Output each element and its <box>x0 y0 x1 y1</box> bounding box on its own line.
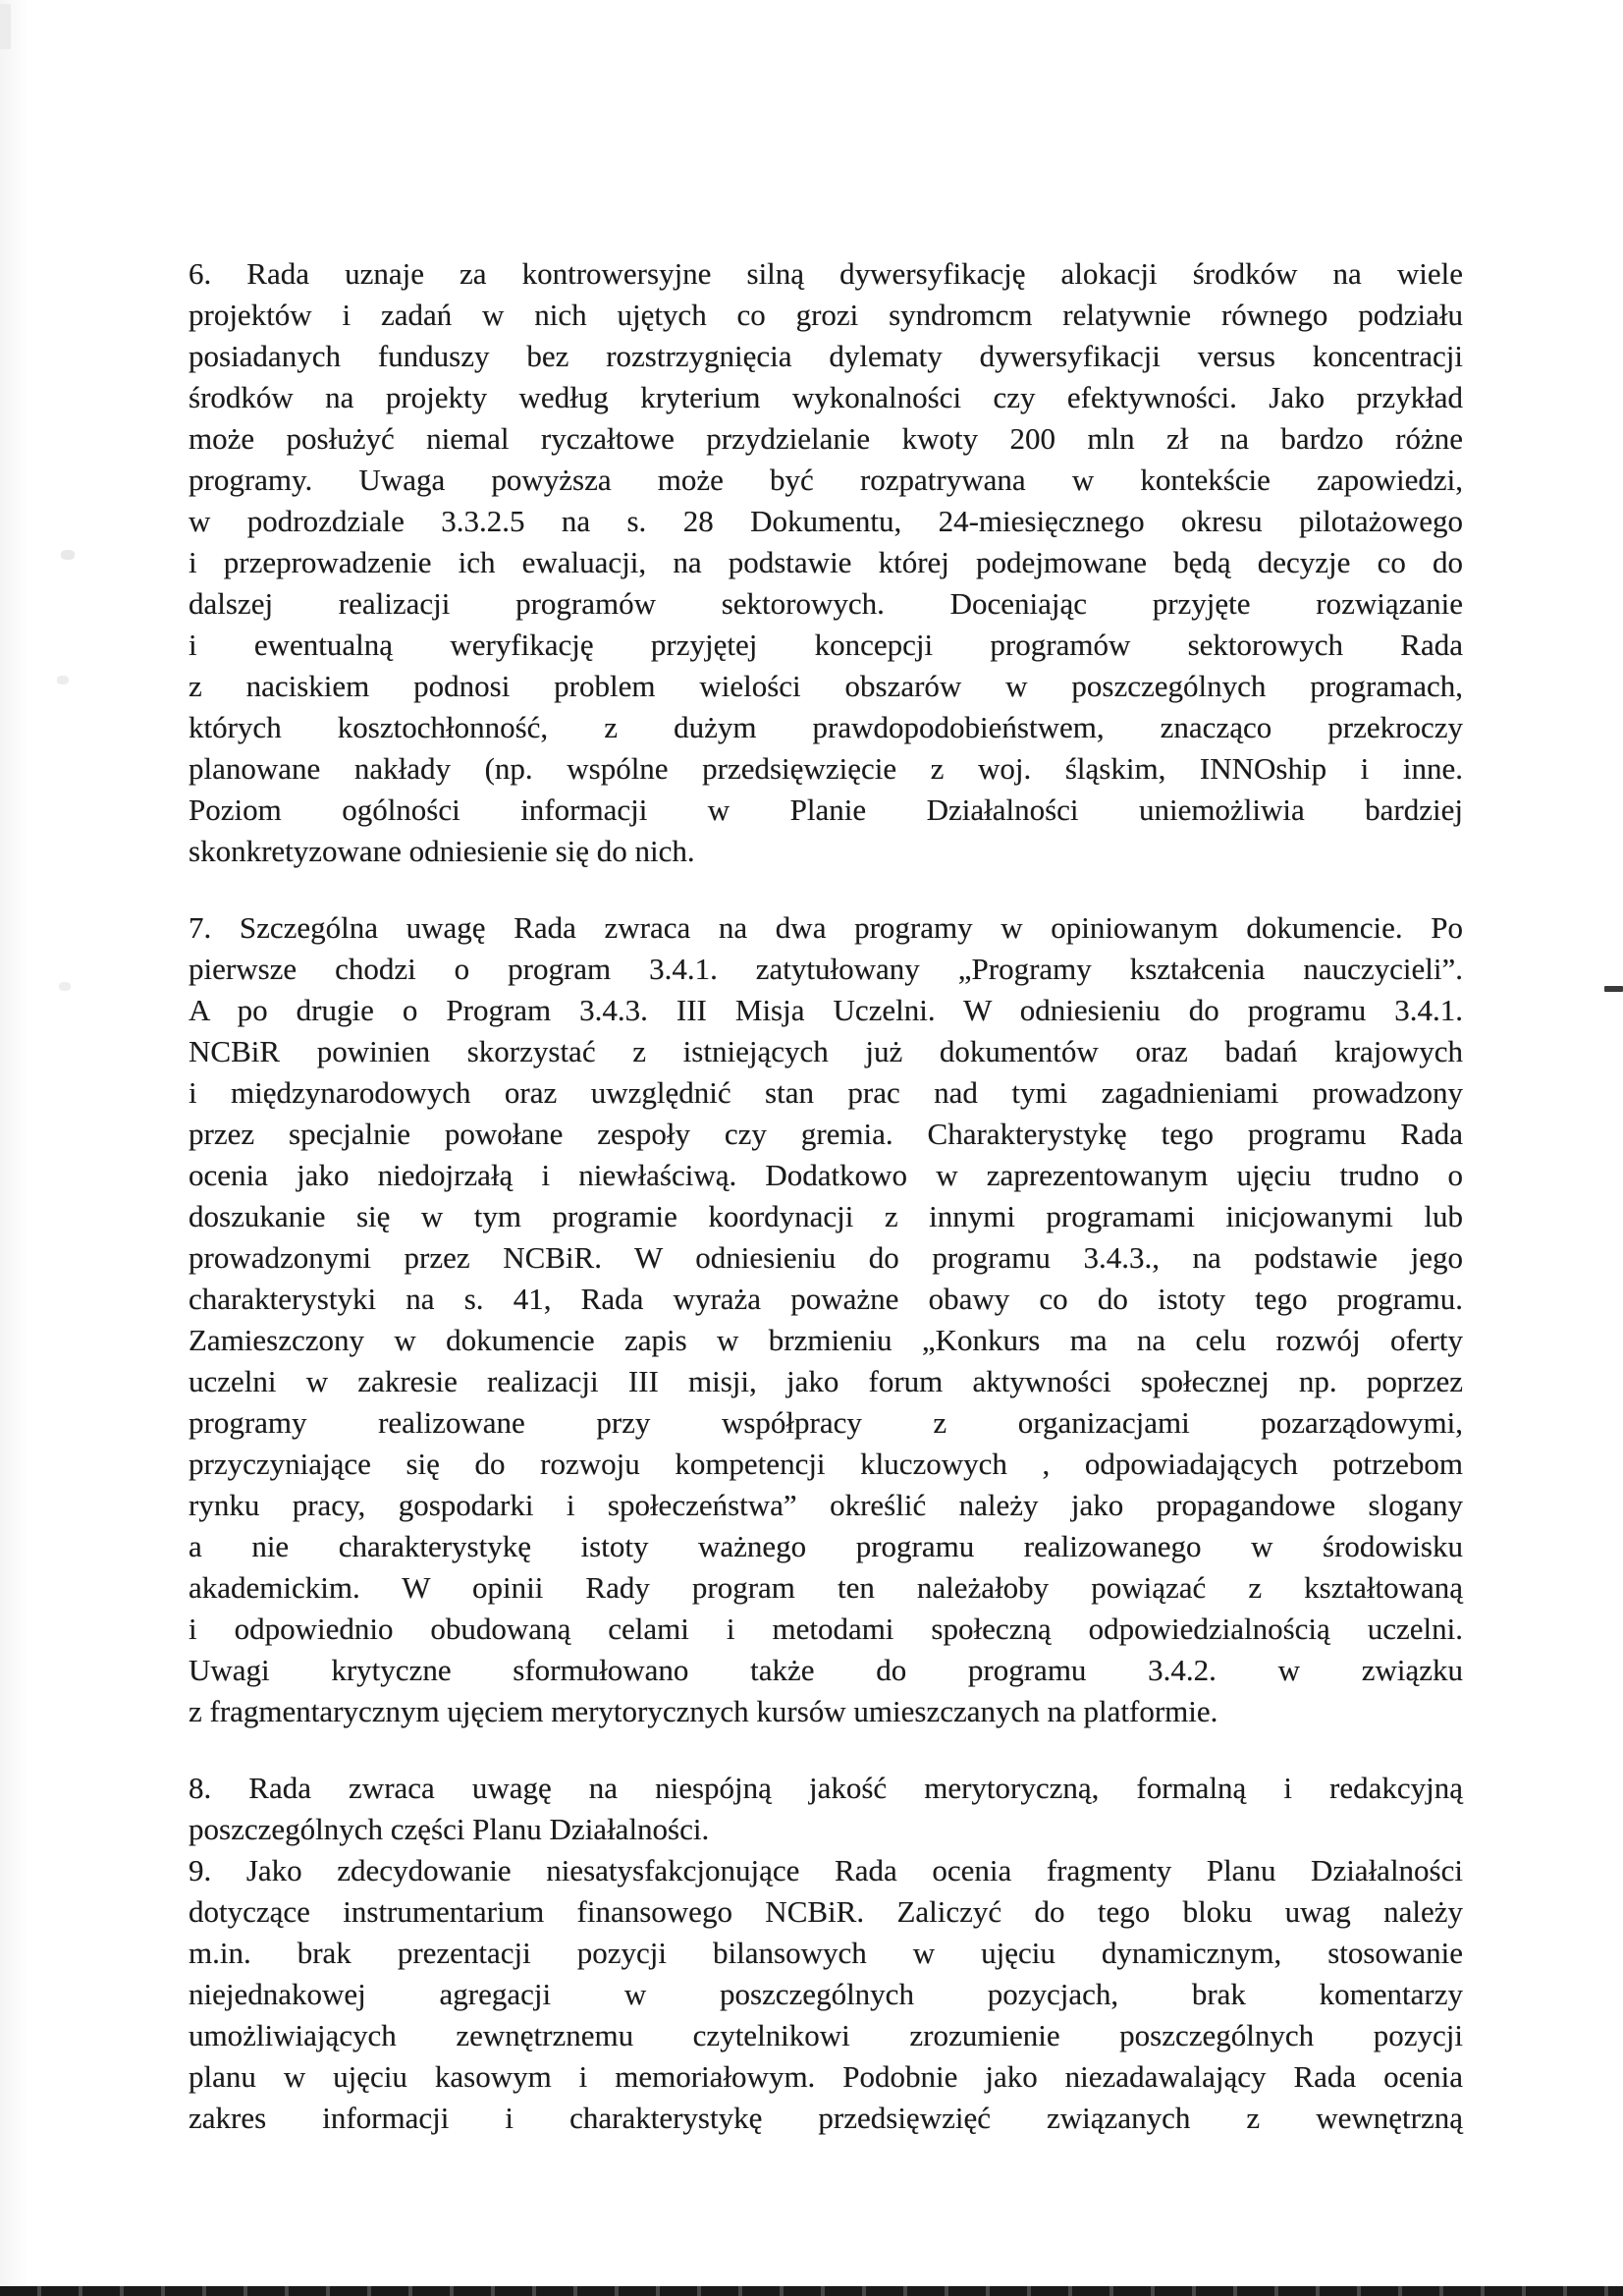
scan-speck <box>59 982 71 991</box>
text-line: programy realizowane przy współpracy z organizacjami pozarządowymi, <box>189 1405 1463 1440</box>
paragraph-6 <box>189 253 1463 872</box>
text-line: ocenia jako niedojrzałą i niewłaściwą. Dodatkowo w zaprezentowanym ujęciu trudno o <box>189 1158 1463 1192</box>
paragraph-7 <box>189 907 1463 1732</box>
text-line: i międzynarodowych oraz uwzględnić stan prac nad tymi zagadnieniami prowadzony <box>189 1075 1463 1110</box>
text-line: umożliwiających zewnętrznemu czytelnikowi zrozumienie poszczególnych pozycji <box>189 2018 1463 2052</box>
text-line: doszukanie się w tym programie koordynacji z innymi programami inicjowanymi lub <box>189 1199 1463 1233</box>
text-line: i ewentualną weryfikację przyjętej koncepcji programów sektorowych Rada <box>189 628 1463 662</box>
text-line: dalszej realizacji programów sektorowych. Doceniając przyjęte rozwiązanie <box>189 586 1463 621</box>
text-line: niejednakowej agregacji w poszczególnych pozycjach, brak komentarzy <box>189 1977 1463 2011</box>
text-line: pierwsze chodzi o program 3.4.1. zatytułowany „Programy kształcenia nauczycieli”. <box>189 952 1463 986</box>
document-text <box>189 253 1463 2139</box>
text-line: uczelni w zakresie realizacji III misji, jako forum aktywności społecznej np. poprzez <box>189 1364 1463 1398</box>
text-line: skonkretyzowane odniesienie się do nich. <box>189 834 695 868</box>
text-line: przez specjalnie powołane zespoły czy gremia. Charakterystykę tego programu Rada <box>189 1117 1463 1151</box>
paragraph-8 <box>189 1768 1463 1850</box>
scan-corner-smudge <box>0 4 11 49</box>
text-line: programy. Uwaga powyższa może być rozpatrywana w kontekście zapowiedzi, <box>189 463 1463 497</box>
text-line: planowane nakłady (np. wspólne przedsięwzięcie z woj. śląskim, INNOship i inne. <box>189 751 1463 786</box>
scan-bottom-strip <box>0 2286 1623 2296</box>
paragraph-9 <box>189 1850 1463 2139</box>
text-line: rynku pracy, gospodarki i społeczeństwa” określić należy jako propagandowe slogany <box>189 1488 1463 1522</box>
scan-speck <box>61 550 75 560</box>
text-line: 6. Rada uznaje za kontrowersyjne silną dywersyfikację alokacji środków na wiele <box>189 256 1463 291</box>
text-line: projektów i zadań w nich ujętych co grozi syndromcm relatywnie równego podziału <box>189 298 1463 332</box>
text-line: NCBiR powinien skorzystać z istniejących już dokumentów oraz badań krajowych <box>189 1034 1463 1068</box>
text-line: charakterystyki na s. 41, Rada wyraża poważne obawy co do istoty tego programu. <box>189 1282 1463 1316</box>
text-line: Uwagi krytyczne sformułowano także do programu 3.4.2. w związku <box>189 1653 1463 1687</box>
text-line: A po drugie o Program 3.4.3. III Misja Uczelni. W odniesieniu do programu 3.4.1. <box>189 993 1463 1027</box>
text-line: przyczyniające się do rozwoju kompetencji kluczowych , odpowiadających potrzebom <box>189 1447 1463 1481</box>
text-line: dotyczące instrumentarium finansowego NCBiR. Zaliczyć do tego bloku uwag należy <box>189 1894 1463 1929</box>
text-line: akademickim. W opinii Rady program ten należałoby powiązać z kształtowaną <box>189 1570 1463 1605</box>
text-line: z naciskiem podnosi problem wielości obszarów w poszczególnych programach, <box>189 669 1463 703</box>
text-line: w podrozdziale 3.3.2.5 na s. 28 Dokumentu, 24-miesięcznego okresu pilotażowego <box>189 504 1463 538</box>
text-line: może posłużyć niemal ryczałtowe przydzielanie kwoty 200 mln zł na bardzo różne <box>189 421 1463 456</box>
text-line: 9. Jako zdecydowanie niesatysfakcjonujące Rada ocenia fragmenty Planu Działalności <box>189 1853 1463 1887</box>
scan-speck <box>57 676 69 684</box>
text-line: planu w ujęciu kasowym i memoriałowym. Podobnie jako niezadawalający Rada ocenia <box>189 2059 1463 2094</box>
text-line: zakres informacji i charakterystykę przedsięwzięć związanych z wewnętrzną <box>189 2101 1463 2135</box>
scan-edge-tick <box>1604 986 1623 992</box>
text-line: Zamieszczony w dokumencie zapis w brzmieniu „Konkurs ma na celu rozwój oferty <box>189 1323 1463 1357</box>
text-line: z fragmentarycznym ujęciem merytorycznych kursów umieszczanych na platformie. <box>189 1694 1218 1728</box>
text-line: 8. Rada zwraca uwagę na niespójną jakość merytoryczną, formalną i redakcyjną <box>189 1771 1463 1805</box>
text-line: posiadanych funduszy bez rozstrzygnięcia dylematy dywersyfikacji versus koncentracji <box>189 339 1463 373</box>
text-line: poszczególnych części Planu Działalności. <box>189 1812 710 1846</box>
text-line: Poziom ogólności informacji w Planie Działalności uniemożliwia bardziej <box>189 793 1463 827</box>
text-line: 7. Szczególna uwagę Rada zwraca na dwa programy w opiniowanym dokumencie. Po <box>189 910 1463 945</box>
text-line: i przeprowadzenie ich ewaluacji, na podstawie której podejmowane będą decyzje co do <box>189 545 1463 579</box>
text-line: m.in. brak prezentacji pozycji bilansowych w ujęciu dynamicznym, stosowanie <box>189 1936 1463 1970</box>
text-line: i odpowiednio obudowaną celami i metodami społeczną odpowiedzialnością uczelni. <box>189 1612 1463 1646</box>
text-line: których kosztochłonność, z dużym prawdopodobieństwem, znacząco przekroczy <box>189 710 1463 744</box>
text-line: a nie charakterystykę istoty ważnego programu realizowanego w środowisku <box>189 1529 1463 1563</box>
text-line: prowadzonymi przez NCBiR. W odniesieniu do programu 3.4.3., na podstawie jego <box>189 1240 1463 1275</box>
scan-left-band <box>0 0 33 2296</box>
text-line: środków na projekty według kryterium wykonalności czy efektywności. Jako przykład <box>189 380 1463 414</box>
